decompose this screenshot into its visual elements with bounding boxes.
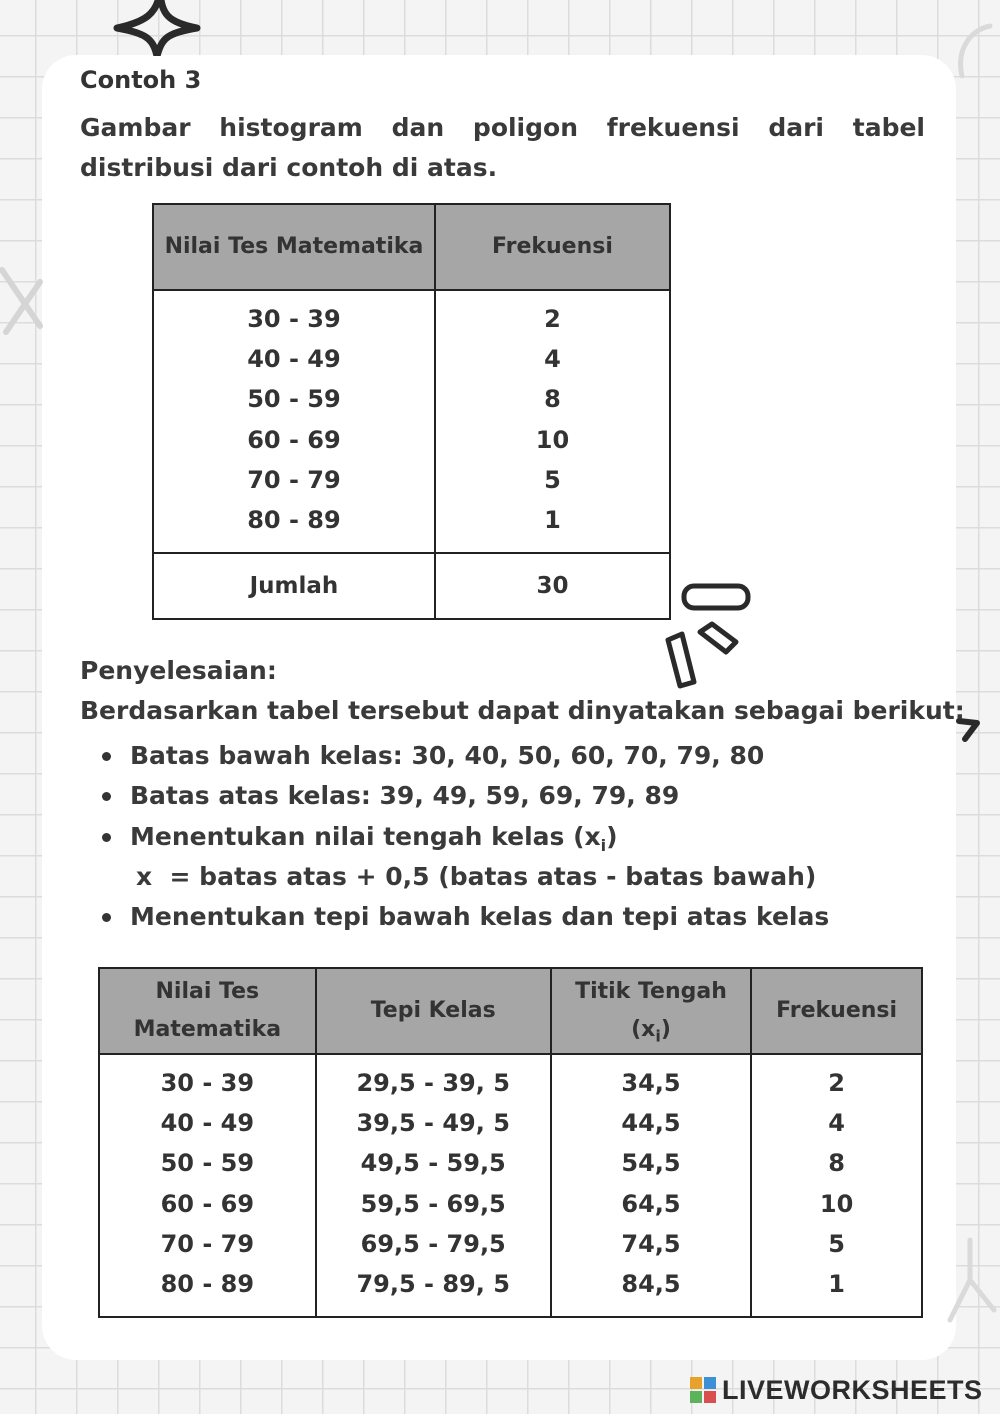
cell-class-boundary: 69,5 - 79,5: [316, 1224, 551, 1264]
cell-frequency: 1: [751, 1264, 922, 1317]
cell-interval: 40 - 49: [99, 1103, 316, 1143]
frequency-table: [152, 203, 671, 620]
cell-midpoint: 64,5: [551, 1184, 751, 1224]
liveworksheets-logo[interactable]: [690, 1374, 983, 1406]
doodle-x-icon: [0, 262, 46, 342]
list-item: [80, 897, 829, 937]
header-frekuensi: Frekuensi: [751, 968, 922, 1054]
header-nilai-tes: Nilai Tes Matematika: [99, 968, 316, 1054]
subscript-i: i: [600, 835, 607, 855]
header-close-paren: ): [660, 1017, 671, 1042]
bullet-dot-icon: [102, 913, 111, 922]
header-titik-tengah-text: Titik Tengah (x: [575, 979, 727, 1042]
subscript-i: i: [655, 1026, 661, 1046]
header-frekuensi: Frekuensi: [435, 204, 670, 290]
table-row: [153, 460, 670, 500]
cell-frequency: 10: [751, 1184, 922, 1224]
cell-midpoint: 74,5: [551, 1224, 751, 1264]
bullet-text-close: ): [606, 821, 618, 851]
list-item: [80, 736, 829, 776]
table-row: [99, 1054, 922, 1103]
cell-frequency: 4: [435, 339, 670, 379]
cell-interval: 80 - 89: [153, 500, 435, 553]
bullet-dot-icon: [102, 752, 111, 761]
bullet-text: Menentukan nilai tengah kelas (x: [130, 821, 601, 851]
cell-frequency: 2: [751, 1054, 922, 1103]
cell-frequency: 8: [751, 1143, 922, 1183]
cell-midpoint: 54,5: [551, 1143, 751, 1183]
list-item: [80, 817, 829, 857]
example-instruction: Gambar histogram dan poligon frekuensi dari tabel distribusi dari contoh di atas.: [80, 113, 925, 182]
bullet-text: Batas atas kelas: 39, 49, 59, 69, 79, 89: [130, 781, 680, 811]
table-row: [153, 420, 670, 460]
cell-interval: 70 - 79: [99, 1224, 316, 1264]
cell-interval: 70 - 79: [153, 460, 435, 500]
formula-text: x = batas atas + 0,5 (batas atas - batas bawah): [136, 861, 817, 891]
logo-text: LIVEWORKSHEETS: [722, 1374, 983, 1405]
cell-class-boundary: 59,5 - 69,5: [316, 1184, 551, 1224]
doodle-shape-icon: [940, 20, 1000, 90]
cell-class-boundary: 79,5 - 89, 5: [316, 1264, 551, 1317]
table-row: [99, 1264, 922, 1317]
cell-midpoint: 84,5: [551, 1264, 751, 1317]
header-tepi-kelas: Tepi Kelas: [316, 968, 551, 1054]
table-row: [153, 339, 670, 379]
table-header-row: [153, 204, 670, 290]
total-value: 30: [435, 553, 670, 619]
cell-class-boundary: 39,5 - 49, 5: [316, 1103, 551, 1143]
cell-interval: 30 - 39: [99, 1054, 316, 1103]
bullet-text: Menentukan tepi bawah kelas dan tepi atas kelas: [130, 902, 830, 932]
doodle-y-icon: [940, 1230, 1000, 1340]
liveworksheets-grid-icon: [690, 1377, 716, 1403]
list-item: [80, 776, 829, 816]
table-row: [99, 1224, 922, 1264]
cell-class-boundary: 49,5 - 59,5: [316, 1143, 551, 1183]
table-header-row: [99, 968, 922, 1054]
example-heading: Contoh 3: [80, 66, 202, 94]
cell-frequency: 4: [751, 1103, 922, 1143]
sparkle-star-icon: [105, 0, 205, 56]
table-row: [99, 1184, 922, 1224]
cell-frequency: 8: [435, 379, 670, 419]
cell-interval: 60 - 69: [99, 1184, 316, 1224]
formula-line: [80, 857, 829, 897]
table-row: [99, 1103, 922, 1143]
header-titik-tengah: [551, 968, 751, 1054]
table-total-row: [153, 553, 670, 619]
cell-frequency: 1: [435, 500, 670, 553]
cell-interval: 60 - 69: [153, 420, 435, 460]
cell-frequency: 5: [751, 1224, 922, 1264]
solution-bullet-list: [80, 736, 829, 937]
cell-midpoint: 44,5: [551, 1103, 751, 1143]
burst-lines-icon: [660, 580, 755, 692]
table-row: [99, 1143, 922, 1183]
cell-interval: 40 - 49: [153, 339, 435, 379]
table-row: [153, 379, 670, 419]
cell-interval: 80 - 89: [99, 1264, 316, 1317]
cell-interval: 30 - 39: [153, 290, 435, 339]
table-row: [153, 290, 670, 339]
bullet-dot-icon: [102, 833, 111, 842]
class-boundary-table: [98, 967, 923, 1318]
cell-frequency: 10: [435, 420, 670, 460]
bullet-dot-icon: [102, 792, 111, 801]
cell-frequency: 5: [435, 460, 670, 500]
solution-label: Penyelesaian:: [80, 656, 277, 685]
cell-class-boundary: 29,5 - 39, 5: [316, 1054, 551, 1103]
header-nilai-tes: Nilai Tes Matematika: [153, 204, 435, 290]
cell-interval: 50 - 59: [99, 1143, 316, 1183]
cell-interval: 50 - 59: [153, 379, 435, 419]
cell-frequency: 2: [435, 290, 670, 339]
bullet-text: Batas bawah kelas: 30, 40, 50, 60, 70, 79, 80: [130, 741, 765, 770]
table-row: [153, 500, 670, 553]
solution-text: Berdasarkan tabel tersebut dapat dinyatakan sebagai berikut:: [80, 696, 965, 725]
total-label: Jumlah: [153, 553, 435, 619]
cell-midpoint: 34,5: [551, 1054, 751, 1103]
